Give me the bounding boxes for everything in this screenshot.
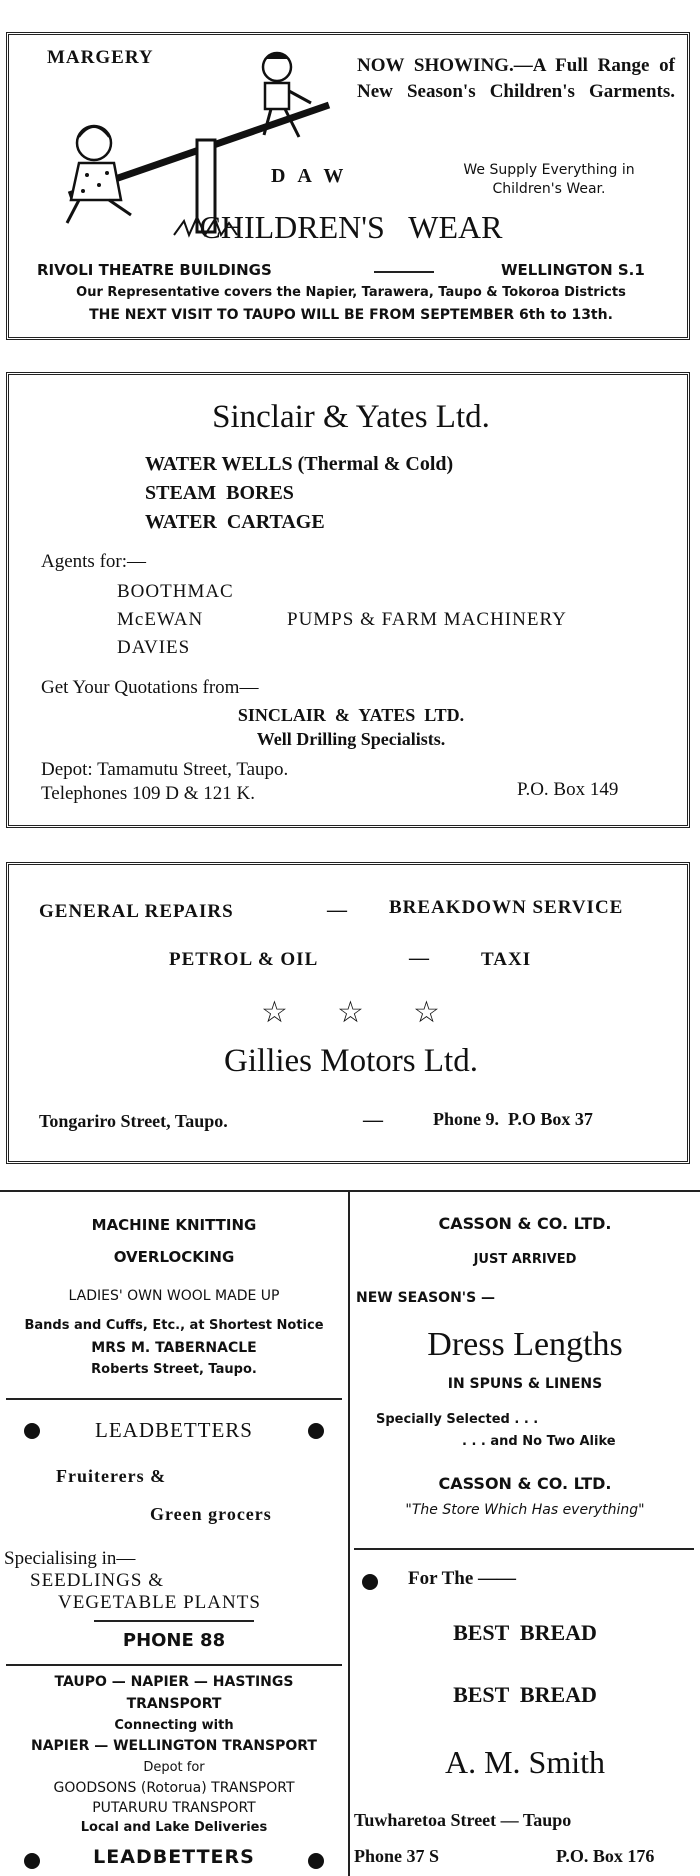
specialists-label: Well Drilling Specialists. xyxy=(256,729,446,749)
leadbetters-phone: PHONE 88 xyxy=(122,1630,226,1651)
phone-bottom-rule xyxy=(6,1664,342,1666)
boothmac-label: BOOTHMAC xyxy=(117,581,234,602)
spuns-linens-label: IN SPUNS & LINENS xyxy=(447,1376,603,1392)
napier-wellington-label: NAPIER — WELLINGTON TRANSPORT xyxy=(30,1738,317,1754)
bottom-top-rule xyxy=(0,1190,700,1192)
transport-leadbetters: LEADBETTERS xyxy=(93,1846,255,1868)
bullet-icon xyxy=(308,1853,324,1869)
daw-advert xyxy=(6,32,690,340)
depot-address: Depot: Tamamutu Street, Taupo. xyxy=(41,759,289,780)
bullet-icon xyxy=(308,1423,324,1439)
casson-title: CASSON & CO. LTD. xyxy=(438,1214,612,1233)
tongariro-address: Tongariro Street, Taupo. xyxy=(39,1111,228,1131)
depot-for-label: Depot for xyxy=(143,1760,205,1775)
star-icon: ☆ xyxy=(413,995,440,1030)
davies-label: DAVIES xyxy=(117,637,191,658)
bands-text: Bands and Cuffs, Etc., at Shortest Notice xyxy=(24,1318,324,1333)
casson-divider xyxy=(354,1548,694,1550)
rivoli-address: RIVOLI THEATRE BUILDINGS xyxy=(37,261,272,279)
petrol-oil-label: PETROL & OIL xyxy=(169,949,319,970)
address-dash: — xyxy=(363,1109,383,1131)
dress-lengths-title: Dress Lengths xyxy=(427,1326,623,1363)
now-showing-text: NOW SHOWING.—A Full Range of New Season's Children's Garments. xyxy=(357,55,675,102)
phone-top-rule xyxy=(94,1620,254,1622)
next-visit-text: THE NEXT VISIT TO TAUPO WILL BE FROM SEPTEMBER 6th to 13th. xyxy=(89,307,613,323)
specially-selected-label: Specially Selected . . . xyxy=(376,1412,539,1427)
telephones-label: Telephones 109 D & 121 K. xyxy=(41,783,255,804)
general-repairs-label: GENERAL REPAIRS xyxy=(39,901,234,922)
seedlings-label: SEEDLINGS & xyxy=(30,1570,164,1591)
casson-title-2: CASSON & CO. LTD. xyxy=(438,1474,612,1493)
wellington-address: WELLINGTON S.1 xyxy=(501,261,645,279)
taxi-label: TAXI xyxy=(481,949,532,970)
agents-label: Agents for:— xyxy=(41,551,147,572)
leadbetters-title: LEADBETTERS xyxy=(95,1418,253,1442)
bullet-icon xyxy=(362,1574,378,1590)
new-season-label: NEW SEASON'S — xyxy=(356,1290,496,1306)
petrol-dash: — xyxy=(409,947,429,969)
childrens-wear-title: CHILDREN'S WEAR xyxy=(199,209,503,245)
tabernacle-name: MRS M. TABERNACLE xyxy=(91,1340,257,1356)
po-box-label: P.O. Box 149 xyxy=(517,779,619,800)
gillies-motors-advert xyxy=(6,862,690,1164)
transport-route: TAUPO — NAPIER — HASTINGS xyxy=(54,1674,294,1690)
greengrocers-label: Green grocers xyxy=(150,1504,272,1524)
breakdown-service-label: BREAKDOWN SERVICE xyxy=(389,897,624,918)
machine-knitting-label: MACHINE KNITTING xyxy=(91,1216,257,1234)
representative-text: Our Representative covers the Napier, Tarawera, Taupo & Tokoroa Districts xyxy=(76,285,626,300)
company-name: SINCLAIR & YATES LTD. xyxy=(237,705,465,725)
knitting-divider xyxy=(6,1398,342,1400)
am-smith-title: A. M. Smith xyxy=(444,1744,606,1780)
repairs-dash: — xyxy=(327,899,347,921)
gillies-title: Gillies Motors Ltd. xyxy=(224,1043,478,1079)
sinclair-title: Sinclair & Yates Ltd. xyxy=(212,399,490,435)
fruiterers-label: Fruiterers & xyxy=(56,1466,167,1486)
goodsons-label: GOODSONS (Rotorua) TRANSPORT xyxy=(53,1780,295,1796)
quotations-label: Get Your Quotations from— xyxy=(41,677,259,698)
sinclair-yates-advert xyxy=(6,372,690,828)
specialising-label: Specialising in— xyxy=(4,1548,136,1569)
for-the-label: For The —— xyxy=(408,1568,517,1589)
rivoli-divider xyxy=(374,271,434,273)
overlocking-label: OVERLOCKING xyxy=(113,1248,235,1266)
mcewan-label: McEWAN xyxy=(117,609,204,630)
water-wells-line: WATER WELLS (Thermal & Cold) xyxy=(145,453,454,475)
smith-po-box: P.O. Box 176 xyxy=(556,1846,655,1866)
best-bread-2: BEST BREAD xyxy=(453,1682,597,1707)
star-icon: ☆ xyxy=(337,995,364,1030)
daw-label: D A W xyxy=(271,165,348,187)
vegetable-plants-label: VEGETABLE PLANTS xyxy=(58,1592,261,1613)
margery-label: MARGERY xyxy=(47,47,154,68)
just-arrived-label: JUST ARRIVED xyxy=(473,1252,577,1267)
steam-bores-line: STEAM BORES xyxy=(145,482,294,504)
best-bread-1: BEST BREAD xyxy=(453,1620,597,1645)
gillies-phone: Phone 9. P.O Box 37 xyxy=(433,1109,593,1129)
transport-label: TRANSPORT xyxy=(126,1696,222,1712)
no-two-alike-label: . . . and No Two Alike xyxy=(462,1434,616,1449)
star-icon: ☆ xyxy=(261,995,288,1030)
wool-text: LADIES' OWN WOOL MADE UP xyxy=(68,1288,280,1304)
putaruru-label: PUTARURU TRANSPORT xyxy=(92,1800,256,1816)
water-cartage-line: WATER CARTAGE xyxy=(145,511,325,533)
pumps-label: PUMPS & FARM MACHINERY xyxy=(287,609,567,630)
roberts-street: Roberts Street, Taupo. xyxy=(91,1362,257,1377)
supply-text: We Supply Everything in Children's Wear. xyxy=(463,162,635,197)
connecting-label: Connecting with xyxy=(114,1718,234,1733)
store-slogan: "The Store Which Has everything" xyxy=(405,1502,645,1518)
smith-phone: Phone 37 S xyxy=(354,1846,440,1866)
tuwharetoa-street: Tuwharetoa Street — Taupo xyxy=(354,1810,572,1830)
local-deliveries-label: Local and Lake Deliveries xyxy=(80,1820,268,1835)
